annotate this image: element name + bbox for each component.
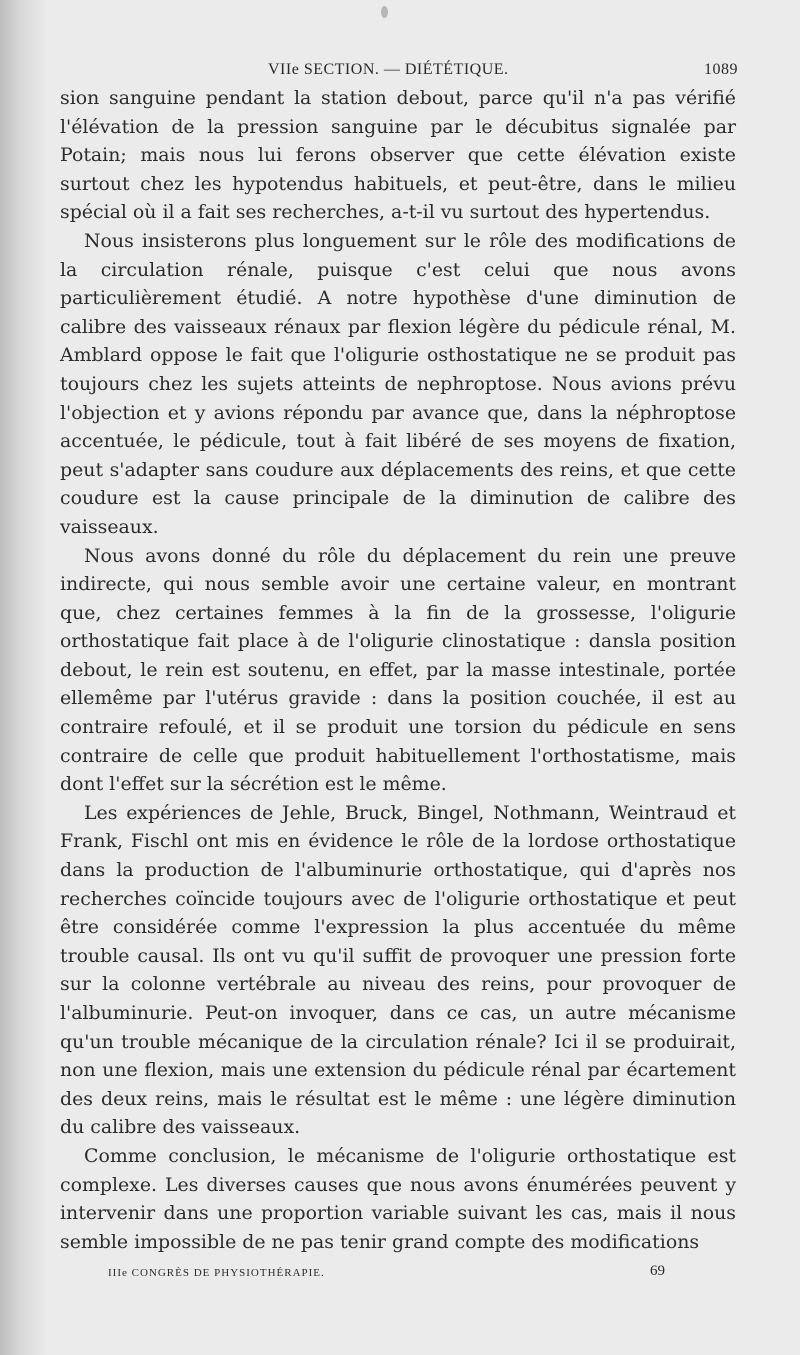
- paragraph-renal-circulation: Nous insisterons plus longuement sur le rôle des modifications de la circulation rénale, puisque c'est celui que nous avons particulièrement étudié. A notre hypothèse d'une diminution de calibre des vaisseaux rénaux par flexion légère du pédicule rénal, M. Amblard oppose le fait que l'oligurie osthostatique ne se produit pas toujours chez les sujets atteints de nephroptose. Nous avions prévu l'objection et y avions répondu par avance que, dans la néphroptose accentuée, le pédicule, tout à fait libéré de ses moyens de fixation, peut s'adapter sans coudure aux déplacements des reins, et que cette coudure est la cause principale de la diminution de calibre des vaisseaux.: [60, 229, 736, 538]
- paper-spot: [381, 6, 388, 18]
- page-footer: [108, 1263, 668, 1285]
- paragraph-lordosis-experiments: Les expériences de Jehle, Bruck, Bingel, Nothmann, Weintraud et Frank, Fischl ont mis en évidence le rôle de la lordose orthostatique dans la production de l'albuminurie orthostatique, qui d'après nos recherches coïncide toujours avec de l'oligurie orthostatique et peut être considérée comme l'expression la plus accentuée du même trouble causal. Ils ont vu qu'il suffit de provoquer une pression forte sur la colonne vertébrale au niveau des reins, pour provoquer de l'albuminurie. Peut-on invoquer, dans ce cas, un autre mécanisme qu'un trouble mécanique de la circulation rénale? Ici il se produirait, non une flexion, mais une extension du pédicule rénal par écartement des deux reins, mais le résultat est le même : une légère diminution du calibre des vaisseaux.: [60, 801, 736, 1139]
- body-text: [60, 84, 736, 1256]
- section-title: VIIe SECTION. — DIÉTÉTIQUE.: [268, 61, 509, 78]
- paragraph-kidney-displacement: Nous avons donné du rôle du déplacement du rein une preuve indirecte, qui nous semble avoir une certaine valeur, en montrant que, chez certaines femmes à la fin de la grossesse, l'oligurie orthostatique fait place à de l'oligurie clinostatique : dansla position debout, le rein est soutenu, en effet, par la masse intestinale, portée ellemême par l'utérus gravide : dans la position couchée, il est au contraire refoulé, et il se produit une torsion du pédicule en sens contraire de celle que produit habituellement l'orthostatisme, mais dont l'effet sur la sécrétion est le même.: [60, 544, 736, 796]
- page-number: 1089: [704, 61, 738, 78]
- spine-shadow: [0, 0, 48, 1355]
- paragraph-conclusion: Comme conclusion, le mécanisme de l'oligurie orthostatique est complexe. Les diverses causes que nous avons énumérées peuvent y intervenir dans une proportion variable suivant les cas, mais il nous semble impossible de ne pas tenir grand compte des modifications: [60, 1144, 736, 1253]
- footer-signature: IIIe CONGRÈS DE PHYSIOTHÉRAPIE.: [108, 1267, 325, 1279]
- sheet-number: 69: [650, 1263, 665, 1279]
- paragraph-continued: sion sanguine pendant la station debout, parce qu'il n'a pas vérifié l'élévation de la pression sanguine par le décubitus signalée par Potain; mais nous lui ferons observer que cette élévation existe surtout chez les hypotendus habituels, et peut-être, dans le milieu spécial où il a fait ses recherches, a-t-il vu surtout des hypertendus.: [60, 87, 736, 224]
